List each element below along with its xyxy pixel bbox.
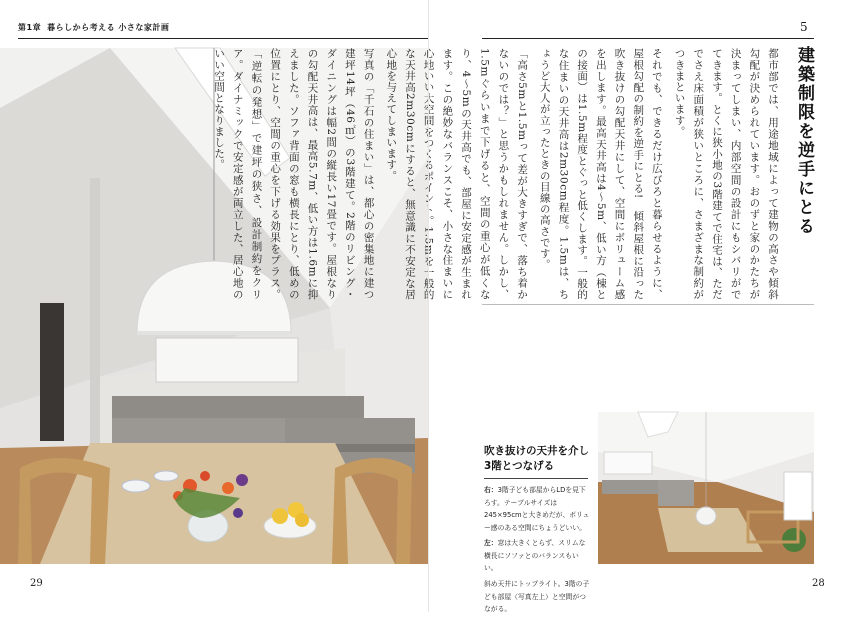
chapter-header [18, 22, 169, 33]
page-number-top: 5 [800, 20, 808, 34]
page-gutter [428, 0, 429, 612]
caption-item-extra: 斜め天井にトップライト。3階の子ども部屋（写真左上）と空間がつながる。 [484, 579, 590, 614]
caption-item-right: 右：3階子ども部屋からLDを見下ろす。テーブルサイズは245×95cmと大きめだが、ボリュー感のある空間にちょうどいい。 [484, 486, 590, 532]
folio-left: 29 [30, 578, 43, 589]
caption-item-left: 左：窓は大きくとらず、スリムな横長にソファとのバランスもいい。 [484, 539, 586, 573]
chapter-number: 第1章 [18, 23, 42, 32]
article-paragraph-4: 写真の「千石の住まい」は、都心の密集地に建つ建坪14坪（46㎡）の3階建て。2階のリビング・ダイニングは幅2間の縦長い17畳です。屋根なりの勾配天井高は、最高5.7m、低い方は1.6mに抑えました。ソファ背面の窓も横長にとり、低めの位置にとり、空間の重心を下げる効果をプラス。「逆転の発想」で建坪の狭さ、設計制約をクリア。ダイナミックで安定感が両立した、居心地のいい空間となりました。 [213, 48, 375, 300]
article-paragraph-3: 「高さ5mと1.5mって差が大きすぎで、落ち着かないのでは？」と思うかもしれません。しかし、1.5mぐらいまで下げると、空間の重心が低くなり、4～5mの天井高でも、部屋に安定感が生まれます。この絶妙なバランスこそ、小さな住まいに な天井高2m30cmにすると、無意識に不安定な居心地を与えてしまいます。 [385, 48, 529, 300]
caption-rule [484, 478, 588, 479]
article-headline: 建築制限を逆手にとる [794, 46, 814, 236]
folio-right: 28 [812, 578, 825, 589]
caption-body [484, 484, 590, 619]
article-paragraph-1: 都市部では、用途地域によって建物の高さや傾斜勾配が決められています。おのずと家のかたちが決まってしまい、内部空間の設計にもシバリがでてきます。とくに狭小地の3階建てで住宅は、ただでさえ床面積が狭いところに、さまざまな制約がつきまといます。 [673, 48, 779, 300]
article-body [213, 48, 782, 300]
chapter-rule [18, 38, 428, 39]
chapter-title: 暮らしから考える 小さな家計画 [47, 23, 170, 32]
small-photo-overhead-view [598, 412, 814, 564]
article-paragraph-2: それでも、できるだけ広びろと暮らせるように、屋根勾配の制約を逆手にとる! 傾斜屋根に沿った吹き抜けの勾配天井にして、空間にボリューム感を出します。最高天井高は4～5m、低い方（棟との接面）は1.5m程度とぐっと低くします。一般的な住まいの天井高は2m30cm程度。1.5mは、ちょうど大人が立ったときの目線の高さです。 [538, 48, 663, 300]
section-divider [482, 304, 814, 305]
caption-title: 吹き抜けの天井を介し 3階とつなげる [484, 445, 589, 472]
page-rule-right [482, 38, 814, 39]
